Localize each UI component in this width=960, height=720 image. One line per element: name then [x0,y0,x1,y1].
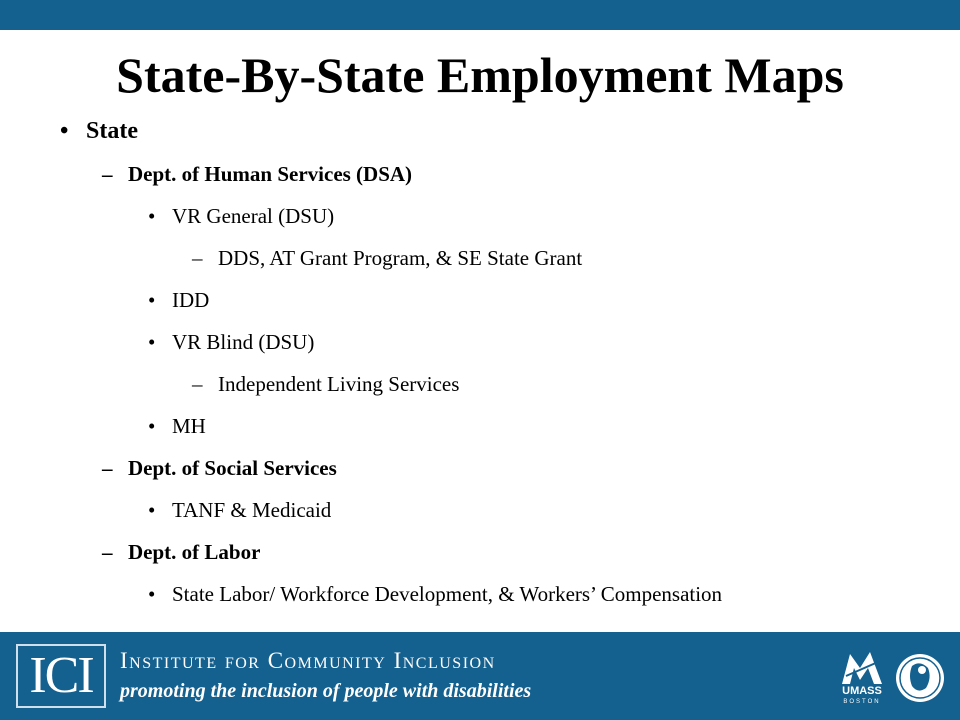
umass-wordmark: UMASS [842,685,882,697]
ici-logo: ICI [16,644,106,708]
outline-item-text: Dept. of Human Services (DSA) [128,162,413,186]
outline-item-text: VR General (DSU) [172,204,335,228]
outline-item-text: Independent Living Services [218,372,460,396]
outline-item [60,118,138,145]
outline-item [192,246,582,271]
outline-item-text: State [86,118,138,144]
outline-item [192,372,459,397]
organization-name: Institute for Community Inclusion [120,648,496,673]
outline-item-text: State Labor/ Workforce Development, & Workers’ Compensation [172,582,723,606]
outline-item [102,162,412,187]
slide-title: State-By-State Employment Maps [116,47,844,103]
dash-marker: – [192,246,203,270]
outline-item-text: Dept. of Labor [128,540,261,564]
outline-item-text: DDS, AT Grant Program, & SE State Grant [218,246,583,270]
outline-item [102,540,260,565]
bullet-marker: • [148,330,156,354]
outline-item [148,498,331,523]
dash-marker: – [102,540,113,564]
footer-banner [0,632,960,720]
outline-item-text: TANF & Medicaid [172,498,332,522]
outline-item [148,582,722,607]
outline-item [148,414,206,439]
outline-item-text: MH [172,414,206,438]
bullet-marker: • [148,498,156,522]
outline-item [102,456,337,481]
outline-item [148,288,209,313]
bullet-marker: • [148,204,156,228]
dash-marker: – [102,162,113,186]
umass-boston-logo [836,646,944,708]
bullet-marker: • [148,582,156,606]
outline-item-text: Dept. of Social Services [128,456,337,480]
outline-item-text: VR Blind (DSU) [172,330,315,354]
outline-item [148,330,314,355]
outline-item [148,204,334,229]
bullet-marker: • [60,118,69,144]
dash-marker: – [102,456,113,480]
organization-tagline: promoting the inclusion of people with disabilities [120,680,532,702]
outline-item-text: IDD [172,288,210,312]
dash-marker: – [192,372,203,396]
bullet-marker: • [148,414,156,438]
bullet-marker: • [148,288,156,312]
umass-campus: BOSTON [843,699,881,705]
